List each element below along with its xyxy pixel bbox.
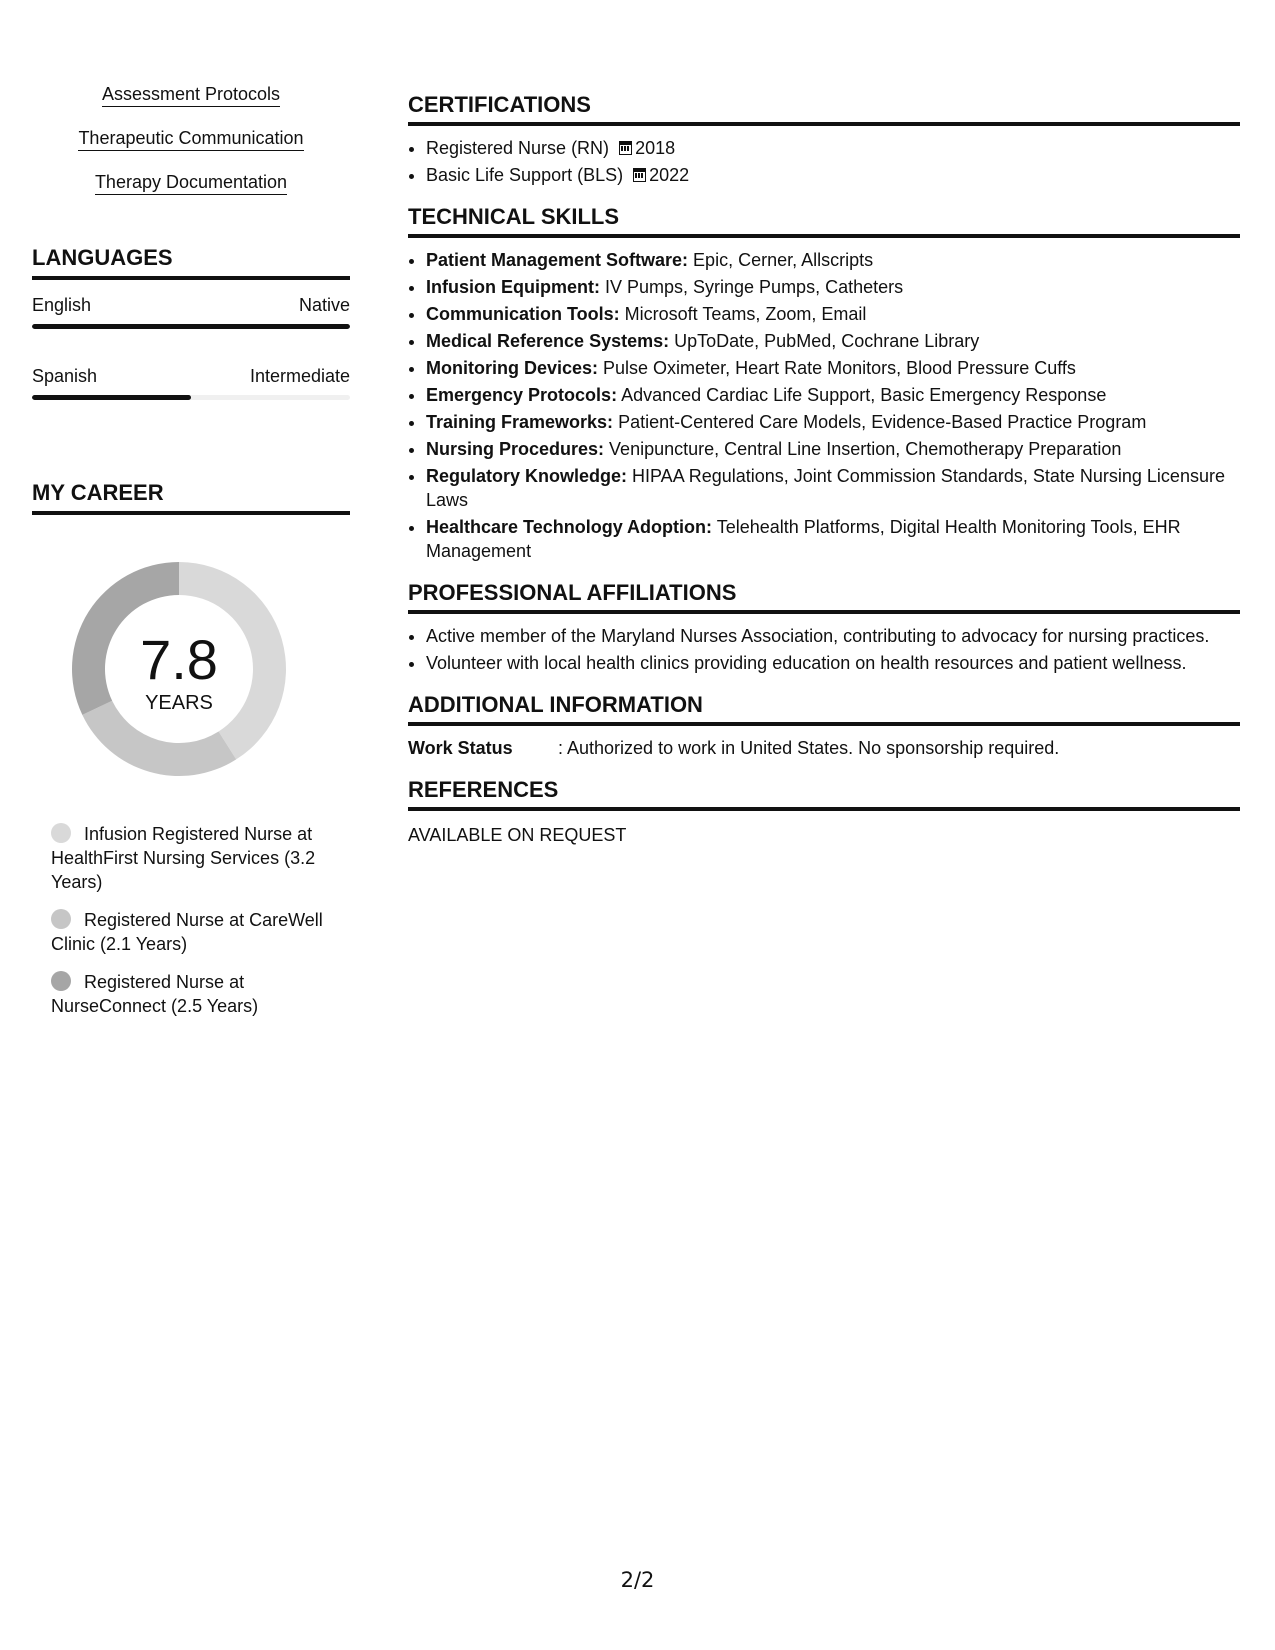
languages-heading: LANGUAGES [32,245,350,280]
language-bar-fill [32,395,191,400]
technical-skill-item [426,464,1240,512]
technical-skill-item [426,329,1240,353]
skill-text: Advanced Cardiac Life Support, Basic Emergency Response [617,385,1107,405]
skill-text: HIPAA Regulations, Joint Commission Standards, State Nursing Licensure Laws [426,466,1225,510]
certifications-section [408,92,1240,187]
sidebar [32,84,350,1032]
skill-text: UpToDate, PubMed, Cochrane Library [669,331,980,351]
skill-text: Pulse Oximeter, Heart Rate Monitors, Blood Pressure Cuffs [598,358,1076,378]
language-level: Intermediate [249,366,350,386]
career-heading: MY CAREER [32,480,350,515]
skill-label: Infusion Equipment: [426,277,600,297]
career-total: 7.8 [140,628,218,691]
language-bar-fill [32,324,350,329]
calendar-icon [619,141,632,155]
affiliations-heading: PROFESSIONAL AFFILIATIONS [408,580,1240,614]
technical-skill-item [426,302,1240,326]
legend-item [51,822,346,894]
language-bar [32,395,350,400]
technical-skill-item [426,410,1240,434]
language-item-english [32,294,350,329]
language-item-spanish [32,365,350,400]
legend-label: Registered Nurse at NurseConnect (2.5 Years) [51,972,259,1016]
technical-skill-item [426,515,1240,563]
language-name: Spanish [32,366,98,386]
legend-item [51,908,346,956]
language-level: Native [298,295,350,315]
skill-links [32,84,350,195]
skill-label: Medical Reference Systems: [426,331,670,351]
certifications-list [408,136,1240,187]
legend-dot [51,823,71,843]
work-status-label: Work Status [408,738,513,758]
certification-item [426,136,1240,160]
references-text: AVAILABLE ON REQUEST [408,825,627,845]
calendar-icon [633,168,646,182]
affiliations-list [408,624,1240,675]
legend-label: Registered Nurse at CareWell Clinic (2.1 Years) [51,910,323,954]
skill-label: Patient Management Software: [426,250,689,270]
technical-skills-section [408,204,1240,563]
skill-label: Monitoring Devices: [426,358,599,378]
certification-year: 2018 [635,138,676,158]
skill-text: Epic, Cerner, Allscripts [688,250,874,270]
skill-text: Venipuncture, Central Line Insertion, Chemotherapy Preparation [604,439,1122,459]
affiliation-item: • Active member of the Maryland Nurses Association, contributing to advocacy for nursing practices. [426,624,1240,648]
skill-text: Telehealth Platforms, Digital Health Monitoring Tools, EHR Management [426,517,1181,561]
legend-label: Infusion Registered Nurse at HealthFirst Nursing Services (3.2 Years) [51,824,316,892]
career-unit: YEARS [145,692,213,714]
career-donut-chart [65,555,293,783]
certification-name: Registered Nurse (RN) [426,138,610,158]
skill-text: Patient-Centered Care Models, Evidence-Based Practice Program [613,412,1147,432]
technical-skill-item [426,383,1240,407]
career-legend [51,822,346,1018]
additional-info-section [408,692,1240,760]
page-number: 2/2 [620,1568,655,1592]
affiliations-section [408,580,1240,675]
legend-item [51,970,346,1018]
skill-link-assessment-protocols: Assessment Protocols [102,84,280,107]
references-heading: REFERENCES [408,777,1240,811]
work-status-value: : Authorized to work in United States. No sponsorship required. [558,738,1060,758]
technical-skill-item [426,356,1240,380]
skill-label: Healthcare Technology Adoption: [426,517,713,537]
language-bar [32,324,350,329]
skill-label: Emergency Protocols: [426,385,618,405]
legend-dot [51,971,71,991]
skill-label: Training Frameworks: [426,412,614,432]
skill-label: Communication Tools: [426,304,620,324]
certifications-heading: CERTIFICATIONS [408,92,1240,126]
technical-skill-item [426,275,1240,299]
technical-skills-list [408,248,1240,563]
additional-info-heading: ADDITIONAL INFORMATION [408,692,1240,726]
technical-skill-item [426,437,1240,461]
affiliation-item: • Volunteer with local health clinics providing education on health resources and patient wellness. [426,651,1240,675]
references-section [408,777,1240,847]
language-name: English [32,295,92,315]
skill-text: IV Pumps, Syringe Pumps, Catheters [599,277,904,297]
technical-skills-heading: TECHNICAL SKILLS [408,204,1240,238]
skill-label: Regulatory Knowledge: [426,466,628,486]
skill-link-therapy-documentation: Therapy Documentation [95,172,287,195]
certification-year: 2022 [649,165,690,185]
skill-label: Nursing Procedures: [426,439,605,459]
skill-text: Microsoft Teams, Zoom, Email [619,304,867,324]
certification-item [426,163,1240,187]
legend-dot [51,909,71,929]
certification-name: Basic Life Support (BLS) [426,165,624,185]
work-status-row [408,736,1240,760]
technical-skill-item [426,248,1240,272]
skill-link-therapeutic-communication: Therapeutic Communication [78,128,303,151]
main-content [408,92,1240,864]
